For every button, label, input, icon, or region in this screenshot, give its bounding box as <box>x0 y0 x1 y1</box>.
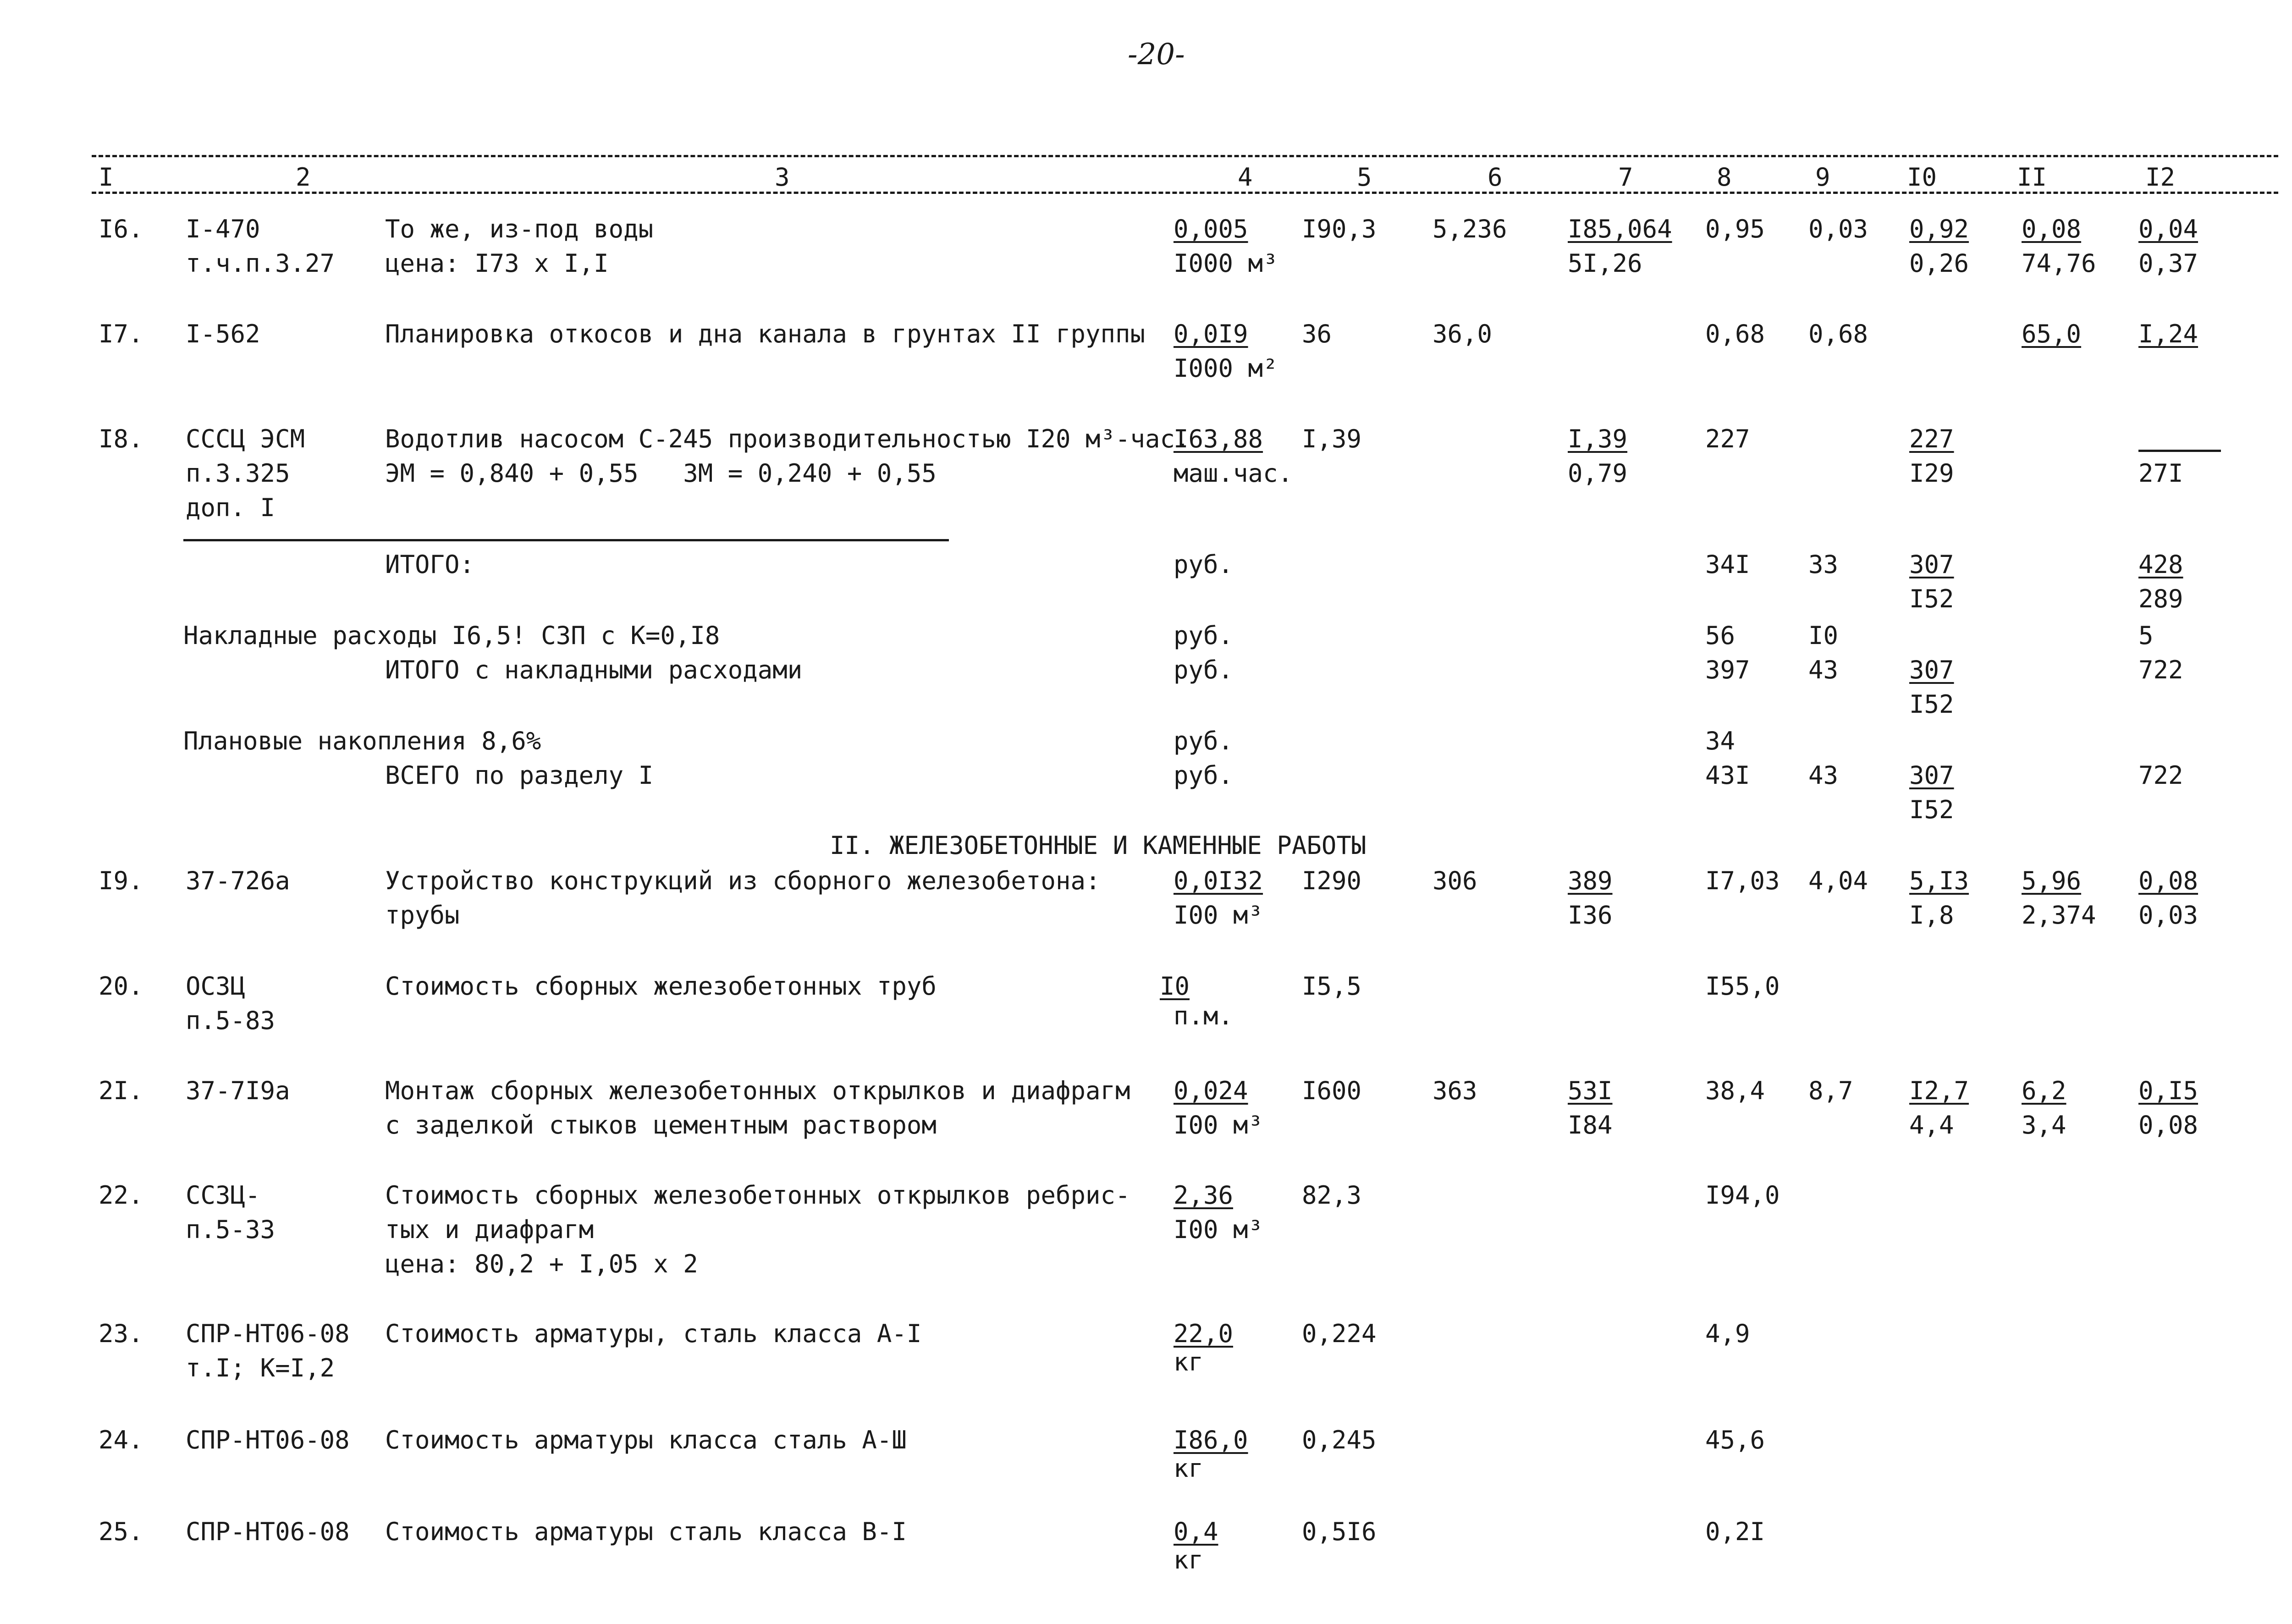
cell-8: 38,4 <box>1705 1076 1765 1105</box>
cell-5: 36 <box>1302 319 1332 348</box>
cell-11: 2,374 <box>2022 901 2096 930</box>
cell-10: I52 <box>1909 584 1954 613</box>
cell-8: 4,9 <box>1705 1319 1750 1348</box>
cell-9: 33 <box>1808 550 1839 579</box>
cell-8: 34I <box>1705 550 1750 579</box>
page-number: -20- <box>1128 38 1185 72</box>
summary-label: ИТОГО с накладными расходами <box>385 655 803 684</box>
row-number: 22. <box>99 1181 143 1210</box>
row-quantity: I86,0 <box>1174 1426 1248 1454</box>
col-header-6: 6 <box>1488 163 1503 192</box>
row-quantity: 0,024 <box>1174 1076 1248 1105</box>
cell-8: 0,68 <box>1705 319 1765 348</box>
cell-6: 36,0 <box>1432 319 1493 348</box>
row-code: 37-7I9а <box>186 1076 290 1105</box>
cell-12: 0,08 <box>2138 866 2198 895</box>
cell-8: 0,2I <box>1705 1517 1765 1546</box>
cell-7: I,39 <box>1568 424 1628 453</box>
row-code: п.3.325 <box>186 459 290 488</box>
row-code: 37-726а <box>186 866 290 895</box>
row-description: Монтаж сборных железобетонных открылков и диафрагм <box>385 1076 1130 1105</box>
row-quantity: I63,88 <box>1174 424 1263 453</box>
row-description: цена: 80,2 + I,05 x 2 <box>385 1250 698 1278</box>
cell-7: I36 <box>1568 901 1613 930</box>
row-code: т.I; К=I,2 <box>186 1354 335 1382</box>
col-header-5: 5 <box>1357 163 1372 192</box>
row-description: Стоимость сборных железобетонных открылков ребрис- <box>385 1181 1130 1210</box>
row-code: доп. I <box>186 493 275 522</box>
cell-8: I7,03 <box>1705 866 1780 895</box>
cell-10: 307 <box>1909 655 1954 684</box>
cell-12: 0,08 <box>2138 1111 2198 1140</box>
cell-10: I52 <box>1909 795 1954 824</box>
row-quantity: 2,36 <box>1174 1181 1234 1210</box>
cell-10: I29 <box>1909 459 1954 488</box>
row-unit: I00 м³ <box>1174 901 1263 930</box>
row-description: цена: I73 x I,I <box>385 249 609 278</box>
cell-9: 4,04 <box>1808 866 1868 895</box>
cell-10: 227 <box>1909 424 1954 453</box>
col-header-11: II <box>2017 163 2047 192</box>
cell-5: 0,5I6 <box>1302 1517 1377 1546</box>
row-number: I8. <box>99 424 143 453</box>
row-description: тых и диафрагм <box>385 1215 594 1244</box>
row-unit: кг <box>1174 1454 1204 1483</box>
col-header-4: 4 <box>1238 163 1253 192</box>
row-unit: I000 м³ <box>1174 249 1278 278</box>
row-description: ЭМ = 0,840 + 0,55 ЗМ = 0,240 + 0,55 <box>385 459 937 488</box>
cell-12: 27I <box>2138 459 2183 488</box>
subtotal-rule <box>183 539 949 541</box>
row-description: Планировка откосов и дна канала в грунтах II группы <box>385 319 1146 348</box>
cell-7: I84 <box>1568 1111 1613 1140</box>
row-unit: кг <box>1174 1348 1204 1376</box>
header-top-rule <box>92 155 2278 157</box>
cell-5: I5,5 <box>1302 972 1362 1001</box>
row-number: 2I. <box>99 1076 143 1105</box>
row-code: СССЦ ЭСМ <box>186 424 305 453</box>
cell-9: 8,7 <box>1808 1076 1853 1105</box>
col-header-2: 2 <box>296 163 311 192</box>
row-description: с заделкой стыков цементным раствором <box>385 1111 937 1140</box>
row-unit: кг <box>1174 1546 1204 1574</box>
row-quantity: 0,0I9 <box>1174 319 1248 348</box>
summary-unit: руб. <box>1174 761 1234 790</box>
row-description: Водотлив насосом С-245 производительностью I20 м³-час. <box>385 424 1190 453</box>
row-code: СПР-НТ06-08 <box>186 1319 350 1348</box>
row-code: ОСЗЦ <box>186 972 246 1001</box>
cell-8: 56 <box>1705 621 1736 650</box>
row-code: СПР-НТ06-08 <box>186 1426 350 1454</box>
cell-8: 397 <box>1705 655 1750 684</box>
section-heading: II. ЖЕЛЕЗОБЕТОННЫЕ И КАМЕННЫЕ РАБОТЫ <box>830 831 1366 860</box>
cell-8: 45,6 <box>1705 1426 1765 1454</box>
cell-7: 0,79 <box>1568 459 1628 488</box>
cell-11: 0,08 <box>2022 215 2082 243</box>
cell-7: 389 <box>1568 866 1613 895</box>
cell-10: I52 <box>1909 690 1954 719</box>
row-quantity: 0,0I32 <box>1174 866 1263 895</box>
cell-10: 0,26 <box>1909 249 1969 278</box>
row-number: I9. <box>99 866 143 895</box>
row-description: То же, из-под воды <box>385 215 654 243</box>
col-header-12: I2 <box>2145 163 2176 192</box>
cell-7: I85,064 <box>1568 215 1672 243</box>
cell-7: 53I <box>1568 1076 1613 1105</box>
cell-10: 307 <box>1909 761 1954 790</box>
cell-10: I,8 <box>1909 901 1954 930</box>
row-number: 24. <box>99 1426 143 1454</box>
col-header-1: I <box>99 163 114 192</box>
cell-9: 0,68 <box>1808 319 1868 348</box>
cell-10: 4,4 <box>1909 1111 1954 1140</box>
cell-12: 722 <box>2138 655 2183 684</box>
row-unit: маш.час. <box>1174 459 1293 488</box>
row-quantity: 22,0 <box>1174 1319 1234 1348</box>
cell-8: 43I <box>1705 761 1750 790</box>
cell-10: 307 <box>1909 550 1954 579</box>
cell-10: 0,92 <box>1909 215 1969 243</box>
cell-5: 0,245 <box>1302 1426 1377 1454</box>
summary-label: Накладные расходы I6,5! СЗП с К=0,I8 <box>183 621 720 650</box>
row-description: Устройство конструкций из сборного железобетона: <box>385 866 1101 895</box>
row-number: I7. <box>99 319 143 348</box>
cell-5: 0,224 <box>1302 1319 1377 1348</box>
row-code: I-470 <box>186 215 260 243</box>
row-code: СПР-НТ06-08 <box>186 1517 350 1546</box>
row-description: Стоимость сборных железобетонных труб <box>385 972 937 1001</box>
cell-9: I0 <box>1808 621 1839 650</box>
cell-5: 82,3 <box>1302 1181 1362 1210</box>
cell-12: 0,03 <box>2138 901 2198 930</box>
cell-12-rule <box>2138 450 2221 452</box>
cell-9: 43 <box>1808 655 1839 684</box>
cell-9: 43 <box>1808 761 1839 790</box>
cell-8: 0,95 <box>1705 215 1765 243</box>
cell-12: 0,I5 <box>2138 1076 2198 1105</box>
cell-12: I,24 <box>2138 319 2198 348</box>
row-code: п.5-83 <box>186 1006 275 1035</box>
row-unit: п.м. <box>1174 1002 1234 1030</box>
cell-11: 5,96 <box>2022 866 2082 895</box>
row-code: I-562 <box>186 319 260 348</box>
summary-unit: руб. <box>1174 550 1234 579</box>
col-header-3: 3 <box>775 163 790 192</box>
row-description: трубы <box>385 901 460 930</box>
cell-11: 65,0 <box>2022 319 2082 348</box>
cell-8: 227 <box>1705 424 1750 453</box>
row-code: т.ч.п.3.27 <box>186 249 335 278</box>
summary-unit: руб. <box>1174 621 1234 650</box>
row-number: 25. <box>99 1517 143 1546</box>
row-unit: I00 м³ <box>1174 1111 1263 1140</box>
col-header-10: I0 <box>1907 163 1937 192</box>
cell-6: 5,236 <box>1432 215 1507 243</box>
summary-label: Плановые накопления 8,6% <box>183 727 541 755</box>
summary-label: ИТОГО: <box>385 550 475 579</box>
cell-12: 5 <box>2138 621 2154 650</box>
col-header-8: 8 <box>1717 163 1732 192</box>
row-quantity: 0,4 <box>1174 1517 1218 1546</box>
cell-6: 363 <box>1432 1076 1477 1105</box>
cell-7: 5I,26 <box>1568 249 1642 278</box>
row-description: Стоимость арматуры класса сталь А-Ш <box>385 1426 907 1454</box>
row-unit: I000 м² <box>1174 354 1278 383</box>
cell-12: 428 <box>2138 550 2183 579</box>
cell-11: 3,4 <box>2022 1111 2066 1140</box>
summary-unit: руб. <box>1174 655 1234 684</box>
cell-11: 74,76 <box>2022 249 2096 278</box>
cell-5: I,39 <box>1302 424 1362 453</box>
cell-12: 0,37 <box>2138 249 2198 278</box>
row-code: ССЗЦ- <box>186 1181 260 1210</box>
cell-10: 5,I3 <box>1909 866 1969 895</box>
summary-label: ВСЕГО по разделу I <box>385 761 654 790</box>
cell-9: 0,03 <box>1808 215 1868 243</box>
cell-12: 289 <box>2138 584 2183 613</box>
cell-8: 34 <box>1705 727 1736 755</box>
cell-5: I600 <box>1302 1076 1362 1105</box>
summary-unit: руб. <box>1174 727 1234 755</box>
cell-6: 306 <box>1432 866 1477 895</box>
cell-11: 6,2 <box>2022 1076 2066 1105</box>
row-description: Стоимость арматуры сталь класса В-I <box>385 1517 907 1546</box>
row-number: 23. <box>99 1319 143 1348</box>
cell-8: I55,0 <box>1705 972 1780 1001</box>
col-header-7: 7 <box>1618 163 1633 192</box>
cell-12: 0,04 <box>2138 215 2198 243</box>
row-description: Стоимость арматуры, сталь класса А-I <box>385 1319 922 1348</box>
col-header-9: 9 <box>1815 163 1830 192</box>
cell-5: I290 <box>1302 866 1362 895</box>
row-quantity: I0 <box>1160 972 1190 1001</box>
cell-10: I2,7 <box>1909 1076 1969 1105</box>
row-unit: I00 м³ <box>1174 1215 1263 1244</box>
row-quantity: 0,005 <box>1174 215 1248 243</box>
header-bottom-rule <box>92 192 2278 194</box>
cell-8: I94,0 <box>1705 1181 1780 1210</box>
cell-5: I90,3 <box>1302 215 1377 243</box>
cell-12: 722 <box>2138 761 2183 790</box>
row-number: I6. <box>99 215 143 243</box>
row-code: п.5-33 <box>186 1215 275 1244</box>
row-number: 20. <box>99 972 143 1001</box>
